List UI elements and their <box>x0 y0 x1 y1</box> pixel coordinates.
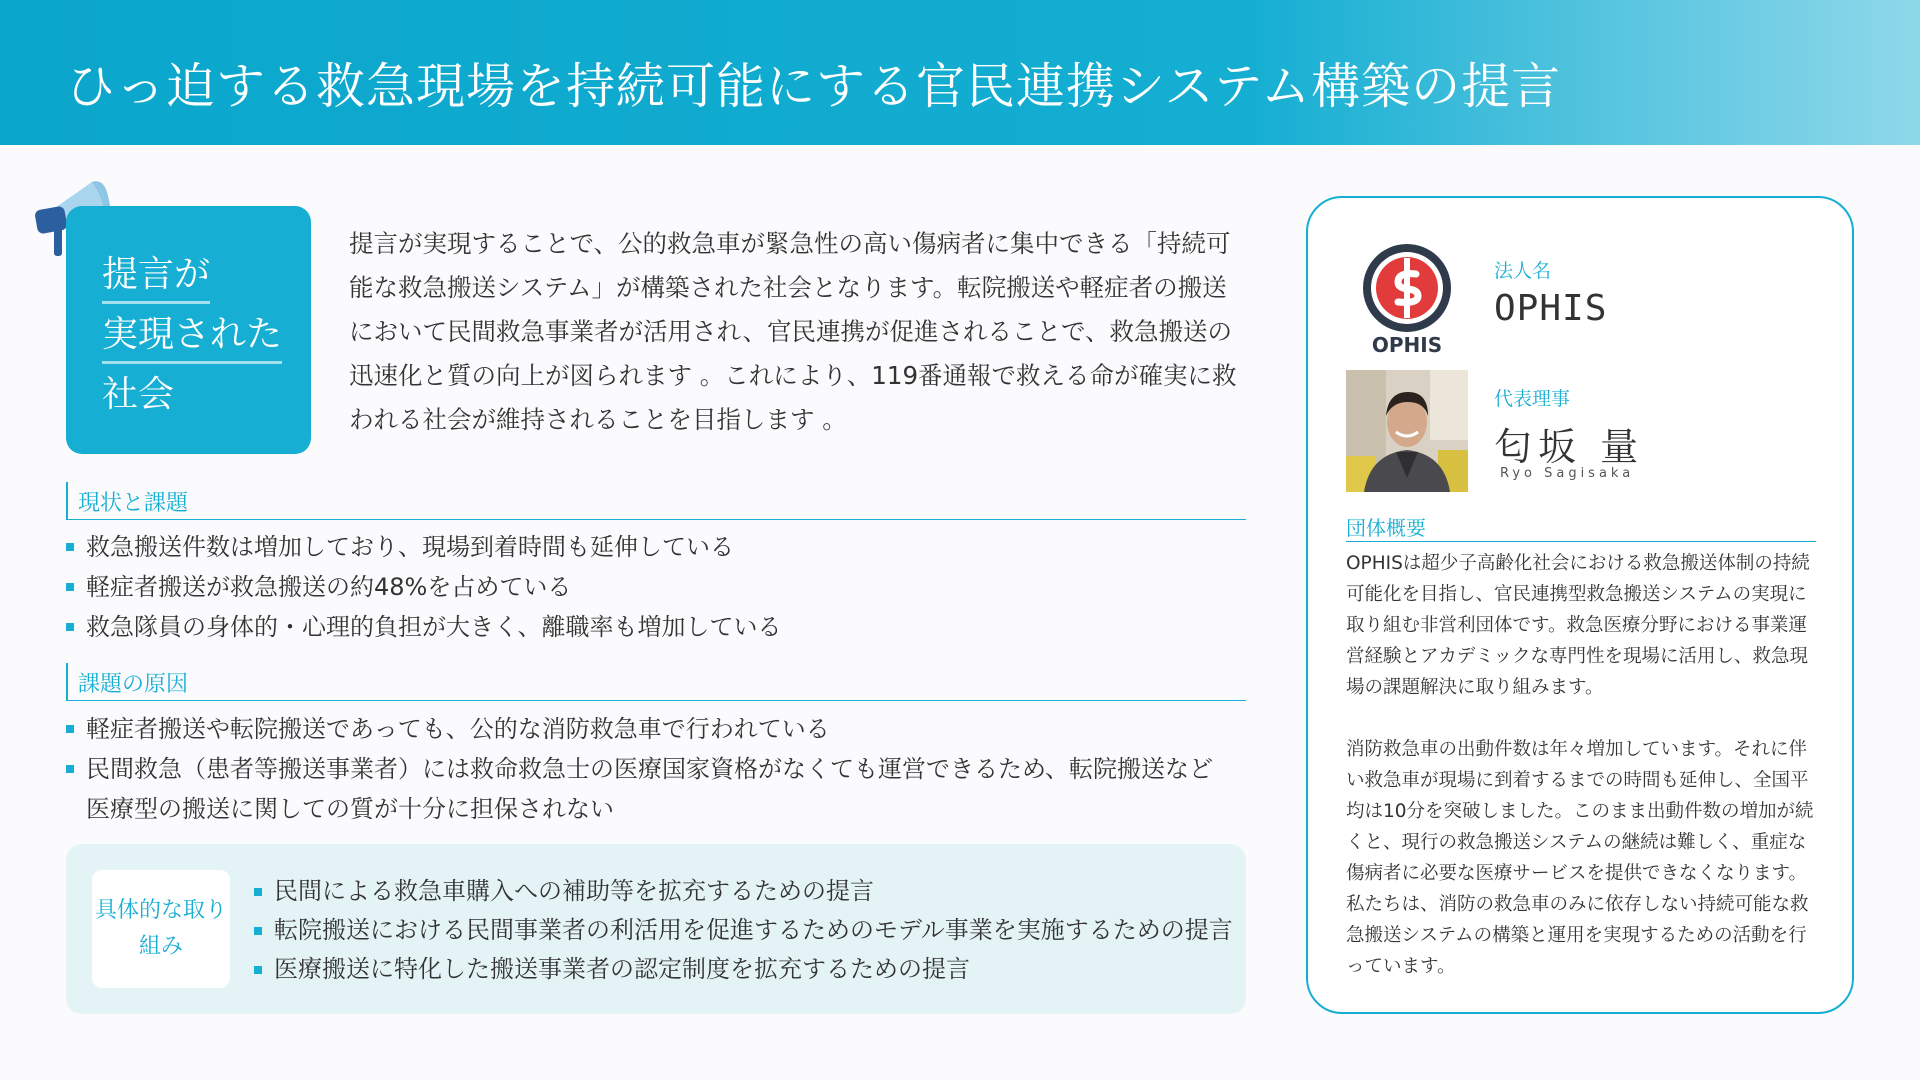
organization-profile-card <box>1306 196 1854 1014</box>
list-item-text: 民間による救急車購入への補助等を拡充するための提言 <box>274 877 874 905</box>
header-banner <box>0 0 1920 145</box>
list-item <box>66 709 1226 749</box>
list-item-text: 軽症者搬送や転院搬送であっても、公的な消防救急車で行われている <box>86 715 830 743</box>
bullet-square-icon <box>66 583 74 591</box>
bullet-square-icon <box>66 725 74 733</box>
overview-body <box>1346 548 1818 982</box>
ophis-logo-icon <box>1346 238 1468 360</box>
representative-romanized-name: Ryo Sagisaka <box>1500 466 1635 481</box>
bullet-square-icon <box>254 927 262 935</box>
list-item <box>66 567 1266 607</box>
vision-label-line-2: 実現された <box>102 306 282 364</box>
bullet-square-icon <box>254 966 262 974</box>
bullet-square-icon <box>66 623 74 631</box>
logo-text: OPHIS <box>1371 333 1443 357</box>
representative-photo <box>1346 370 1468 492</box>
actions-list <box>254 872 1234 989</box>
page-title: ひっ迫する救急現場を持続可能にする官民連携システム構築の提言 <box>66 58 1562 115</box>
list-item-text: 民間救急（患者等搬送事業者）には救命救急士の医療国家資格がなくても運営できるため、転院搬送など医療型の搬送に関しての質が十分に担保されない <box>86 755 1214 823</box>
list-item <box>66 749 1226 829</box>
list-item-text: 医療搬送に特化した搬送事業者の認定制度を拡充するための提言 <box>274 955 970 983</box>
overview-title: 団体概要 <box>1346 516 1426 540</box>
bullet-square-icon <box>66 765 74 773</box>
vision-label-box <box>66 206 311 454</box>
causes-section-title: 課題の原因 <box>78 672 189 697</box>
vision-label-line-1: 提言が <box>102 246 210 304</box>
bullet-square-icon <box>254 888 262 896</box>
overview-heading <box>1346 512 1816 542</box>
org-name: OPHIS <box>1494 288 1608 329</box>
list-item <box>254 950 1234 989</box>
list-item-text: 軽症者搬送が救急搬送の約48%を占めている <box>86 573 572 601</box>
causes-section-heading <box>66 663 1246 701</box>
list-item <box>254 911 1234 950</box>
causes-list <box>66 709 1226 829</box>
current-section-title: 現状と課題 <box>78 491 189 516</box>
list-item-text: 救急搬送件数は増加しており、現場到着時間も延伸している <box>86 533 734 561</box>
list-item-text: 救急隊員の身体的・心理的負担が大きく、離職率も増加している <box>86 613 782 641</box>
overview-paragraph-1: OPHISは超少子高齢化社会における救急搬送体制の持続可能化を目指し、官民連携型救急搬送システムの実現に取り組む非営利団体です。救急医療分野における事業運営経験とアカデミックな専門性を現場に活用し、救急現場の課題解決に取り組みます。 <box>1346 553 1810 698</box>
org-name-label: 法人名 <box>1494 260 1552 282</box>
vision-description: 提言が実現することで、公的救急車が緊急性の高い傷病者に集中できる「持続可能な救急搬送システム」が構築された社会となります。転院搬送や軽症者の搬送において民間救急事業者が活用され、官民連携が促進されることで、救急搬送の迅速化と質の向上が図られます 。これにより、119番通報で救える命が確実に救われる社会が維持されることを目指します 。 <box>349 229 1237 434</box>
actions-panel <box>66 844 1246 1014</box>
representative-name: 匂坂 量 <box>1494 425 1645 469</box>
representative-label: 代表理事 <box>1494 388 1571 410</box>
current-section-heading <box>66 482 1246 520</box>
bullet-square-icon <box>66 543 74 551</box>
list-item <box>254 872 1234 911</box>
overview-paragraph-2: 消防救急車の出動件数は年々増加しています。それに伴い救急車が現場に到着するまでの時間も延伸し、全国平均は10分を突破しました。このまま出動件数の増加が続くと、現行の救急搬送システムの継続は難しく、重症な傷病者に必要な医療サービスを提供できなくなります。私たちは、消防の救急車のみに依存しない持続可能な救急搬送システムの構築と運用を実現するための活動を行っています。 <box>1346 739 1814 977</box>
list-item <box>66 527 1266 567</box>
vision-label-line-3: 社会 <box>102 374 175 415</box>
current-issues-list <box>66 527 1266 647</box>
organization-logo <box>1346 238 1468 360</box>
list-item <box>66 607 1266 647</box>
list-item-text: 転院搬送における民間事業者の利活用を促進するためのモデル事業を実施するための提言 <box>274 916 1233 944</box>
actions-label: 具体的な取り組み <box>92 870 230 988</box>
